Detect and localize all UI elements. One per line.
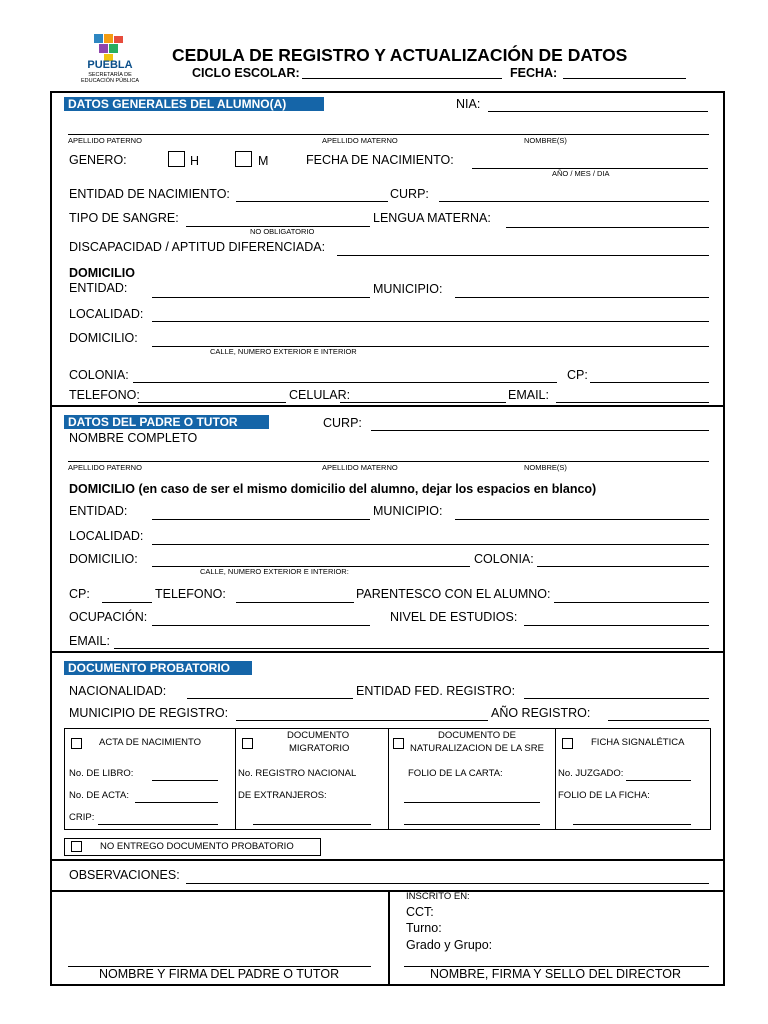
no-juzgado-label: No. JUZGADO: — [558, 768, 624, 779]
logo-sub2: EDUCACIÓN PÚBLICA — [80, 78, 140, 84]
logo-icon — [76, 32, 144, 62]
municipio-registro-field[interactable] — [236, 720, 488, 721]
discapacidad-label: DISCAPACIDAD / APTITUD DIFERENCIADA: — [69, 240, 326, 254]
celular-field[interactable] — [340, 402, 506, 403]
entidad-nacimiento-label: ENTIDAD DE NACIMIENTO: — [69, 187, 230, 201]
calle-hint: CALLE, NUMERO EXTERIOR E INTERIOR — [210, 347, 357, 356]
padre-apellido-paterno-label: APELLIDO PATERNO — [68, 463, 142, 472]
ciclo-label: CICLO ESCOLAR: — [192, 66, 300, 80]
padre-localidad-label: LOCALIDAD: — [69, 529, 144, 543]
fecha-nacimiento-label: FECHA DE NACIMIENTO: — [306, 153, 454, 167]
padre-colonia-field[interactable] — [537, 566, 709, 567]
folio-carta-field-2[interactable] — [404, 824, 540, 825]
parentesco-label: PARENTESCO CON EL ALUMNO: — [356, 587, 551, 601]
padre-header: DATOS DEL PADRE O TUTOR — [64, 415, 269, 429]
curp-label: CURP: — [390, 187, 429, 201]
folio-carta-field[interactable] — [404, 802, 540, 803]
padre-municipio-label: MUNICIPIO: — [373, 504, 443, 518]
apellido-paterno-label: APELLIDO PATERNO — [68, 136, 142, 145]
entidad-label: ENTIDAD: — [69, 281, 128, 295]
celular-label: CELULAR: — [289, 388, 351, 402]
entidad-registro-label: ENTIDAD FED. REGISTRO: — [356, 684, 516, 698]
telefono-label: TELEFONO: — [69, 388, 140, 402]
padre-apellido-materno-label: APELLIDO MATERNO — [322, 463, 398, 472]
curp-field[interactable] — [439, 201, 709, 202]
ocupacion-label: OCUPACIÓN: — [69, 610, 148, 624]
logo-sub1: SECRETARÍA DE — [88, 72, 132, 78]
no-acta-field[interactable] — [135, 802, 218, 803]
padre-municipio-field[interactable] — [455, 519, 709, 520]
grid-divider-1 — [235, 728, 236, 830]
documento-migratorio-title-2: MIGRATORIO — [289, 743, 350, 754]
email-field[interactable] — [556, 402, 709, 403]
fecha-field[interactable] — [563, 78, 686, 79]
no-libro-field[interactable] — [152, 780, 218, 781]
firmas-divider — [388, 890, 390, 986]
ficha-signaletica-checkbox[interactable] — [562, 738, 573, 749]
municipio-label: MUNICIPIO: — [373, 282, 443, 296]
acta-nacimiento-checkbox[interactable] — [71, 738, 82, 749]
inscrito-en-label: INSCRITO EN: — [406, 891, 470, 902]
extranjeros-label: DE EXTRANJEROS: — [238, 790, 327, 801]
anio-registro-field[interactable] — [608, 720, 709, 721]
grid-divider-2 — [388, 728, 389, 830]
entidad-field[interactable] — [152, 297, 370, 298]
anio-registro-label: AÑO REGISTRO: — [491, 706, 591, 720]
entidad-nacimiento-field[interactable] — [236, 201, 388, 202]
crip-label: CRIP: — [69, 812, 95, 823]
fecha-format-hint: AÑO / MES / DIA — [552, 169, 610, 178]
ciclo-field[interactable] — [302, 78, 502, 79]
padre-entidad-label: ENTIDAD: — [69, 504, 128, 518]
page-title: CEDULA DE REGISTRO Y ACTUALIZACIÓN DE DATOS — [172, 45, 628, 65]
no-acta-label: No. DE ACTA: — [69, 790, 130, 801]
cp-label: CP: — [567, 368, 588, 382]
parentesco-field[interactable] — [554, 602, 709, 603]
colonia-label: COLONIA: — [69, 368, 129, 382]
no-entrego-label: NO ENTREGO DOCUMENTO PROBATORIO — [100, 841, 294, 852]
nacionalidad-label: NACIONALIDAD: — [69, 684, 167, 698]
nivel-estudios-label: NIVEL DE ESTUDIOS: — [390, 610, 518, 624]
genero-label: GENERO: — [69, 153, 127, 167]
nombres-label: NOMBRE(S) — [524, 136, 567, 145]
localidad-label: LOCALIDAD: — [69, 307, 144, 321]
domicilio-title: DOMICILIO — [69, 266, 135, 280]
padre-calle-hint: CALLE, NUMERO EXTERIOR E INTERIOR: — [200, 567, 349, 576]
padre-entidad-field[interactable] — [152, 519, 370, 520]
firma-padre-label: NOMBRE Y FIRMA DEL PADRE O TUTOR — [99, 967, 340, 981]
padre-telefono-label: TELEFONO: — [155, 587, 226, 601]
naturalizacion-checkbox[interactable] — [393, 738, 404, 749]
ocupacion-field[interactable] — [152, 625, 370, 626]
registro-nacional-label: No. REGISTRO NACIONAL — [238, 768, 357, 779]
nia-field[interactable] — [488, 111, 708, 112]
lengua-materna-label: LENGUA MATERNA: — [373, 211, 491, 225]
turno-label: Turno: — [406, 921, 442, 935]
documento-migratorio-checkbox[interactable] — [242, 738, 253, 749]
no-entrego-checkbox[interactable] — [71, 841, 82, 852]
ficha-signaletica-title: FICHA SIGNALÉTICA — [591, 737, 685, 748]
no-obligatorio-hint: NO OBLIGATORIO — [250, 227, 315, 236]
padre-curp-field[interactable] — [371, 430, 709, 431]
cp-field[interactable] — [590, 382, 709, 383]
nacionalidad-field[interactable] — [187, 698, 353, 699]
padre-nombres-label: NOMBRE(S) — [524, 463, 567, 472]
padre-nombre-field[interactable] — [68, 461, 709, 462]
genero-h-checkbox[interactable] — [168, 151, 185, 167]
documento-migratorio-title-1: DOCUMENTO — [287, 730, 350, 741]
firma-director-label: NOMBRE, FIRMA Y SELLO DEL DIRECTOR — [430, 967, 681, 981]
logo-brand: PUEBLA — [87, 59, 133, 71]
apellido-materno-label: APELLIDO MATERNO — [322, 136, 398, 145]
padre-telefono-field[interactable] — [236, 602, 354, 603]
cct-label: CCT: — [406, 905, 434, 919]
genero-m-label: M — [258, 154, 269, 168]
acta-nacimiento-title: ACTA DE NACIMIENTO — [99, 737, 202, 748]
folio-ficha-label: FOLIO DE LA FICHA: — [558, 790, 650, 801]
entidad-registro-field[interactable] — [524, 698, 709, 699]
naturalizacion-title-1: DOCUMENTO DE — [438, 730, 516, 741]
fecha-label: FECHA: — [510, 66, 558, 80]
discapacidad-field[interactable] — [337, 255, 709, 256]
email-label: EMAIL: — [508, 388, 549, 402]
padre-localidad-field[interactable] — [152, 544, 709, 545]
padre-email-label: EMAIL: — [69, 634, 110, 648]
padre-cp-field[interactable] — [102, 602, 152, 603]
localidad-field[interactable] — [152, 321, 709, 322]
grid-divider-3 — [555, 728, 556, 830]
padre-domicilio-title: DOMICILIO (en caso de ser el mismo domicilio del alumno, dejar los espacios en blanco) — [69, 482, 597, 496]
genero-h-label: H — [190, 154, 200, 168]
documento-header: DOCUMENTO PROBATORIO — [64, 661, 252, 675]
alumno-nombre-field[interactable] — [68, 134, 709, 135]
nia-label: NIA: — [456, 97, 481, 111]
domicilio-label: DOMICILIO: — [69, 331, 138, 345]
observaciones-field[interactable] — [186, 883, 709, 884]
alumno-header: DATOS GENERALES DEL ALUMNO(A) — [64, 97, 324, 111]
padre-curp-label: CURP: — [323, 416, 362, 430]
nivel-estudios-field[interactable] — [524, 625, 709, 626]
naturalizacion-title-2: NATURALIZACION DE LA SRE — [410, 743, 544, 754]
municipio-field[interactable] — [455, 297, 709, 298]
no-libro-label: No. DE LIBRO: — [69, 768, 134, 779]
folio-ficha-field[interactable] — [573, 824, 691, 825]
genero-m-checkbox[interactable] — [235, 151, 252, 167]
crip-field[interactable] — [98, 824, 218, 825]
telefono-field[interactable] — [138, 402, 286, 403]
puebla-logo — [76, 32, 144, 86]
municipio-registro-label: MUNICIPIO DE REGISTRO: — [69, 706, 229, 720]
folio-carta-label: FOLIO DE LA CARTA: — [408, 768, 503, 779]
colonia-field[interactable] — [133, 382, 557, 383]
padre-email-field[interactable] — [114, 648, 709, 649]
no-juzgado-field[interactable] — [626, 780, 691, 781]
padre-domicilio-label: DOMICILIO: — [69, 552, 138, 566]
lengua-materna-field[interactable] — [506, 227, 709, 228]
padre-cp-label: CP: — [69, 587, 90, 601]
registro-extranjeros-field[interactable] — [253, 824, 371, 825]
grado-grupo-label: Grado y Grupo: — [406, 938, 493, 952]
nombre-completo-label: NOMBRE COMPLETO — [69, 431, 198, 445]
padre-colonia-label: COLONIA: — [474, 552, 534, 566]
tipo-sangre-label: TIPO DE SANGRE: — [69, 211, 179, 225]
observaciones-label: OBSERVACIONES: — [69, 868, 180, 882]
